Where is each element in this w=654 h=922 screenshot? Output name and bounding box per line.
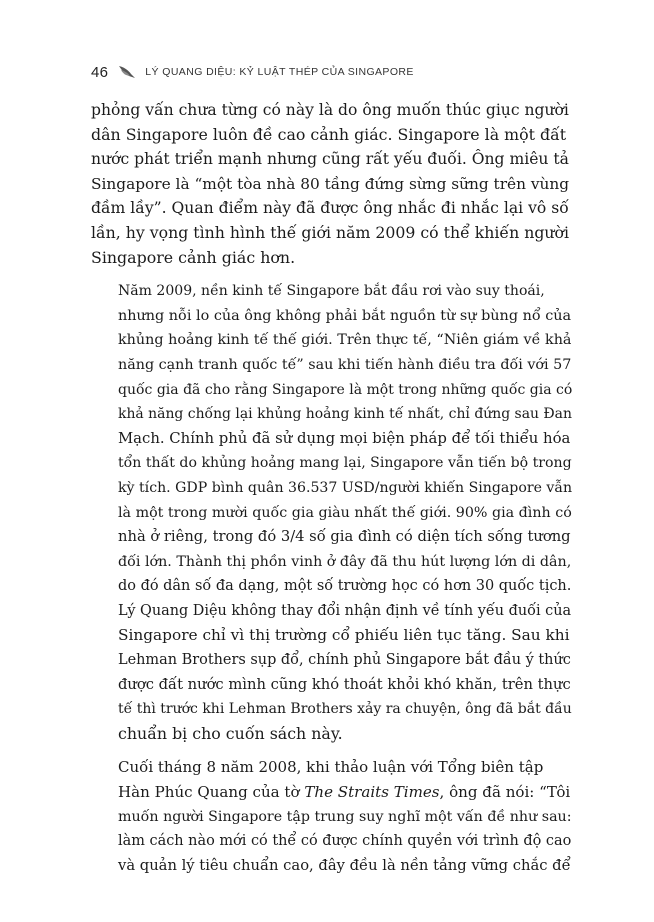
text-line: là một trong mười quốc gia giàu nhất thế giới. 90% gia đình có [118, 504, 572, 521]
text-line: kỳ tích. GDP bình quân 36.537 USD/người khiến Singapore vẫn [118, 479, 573, 496]
text-line [91, 780, 569, 805]
bird-logo-icon [118, 64, 136, 80]
text-line: và quản lý tiêu chuẩn cao, đây đều là nền tảng vững chắc để [118, 856, 571, 874]
text-line: Năm 2009, nền kinh tế Singapore bắt đầu rơi vào suy thoái, [118, 283, 545, 300]
text-line: được đất nước mình cũng khó thoát khỏi khó khăn, trên thực [118, 675, 571, 693]
text-line: tế thì trước khi Lehman Brothers xảy ra chuyện, ông đã bắt đầu [118, 701, 572, 718]
text-run: , ông đã nói: “Tôi [439, 783, 571, 802]
text-line: nhà ở riêng, trong đó 3/4 số gia đình có diện tích sống tương [118, 528, 571, 546]
text-line: năng cạnh tranh quốc tế” sau khi tiến hành điều tra đối với 57 [118, 356, 572, 373]
paragraph-3 [91, 755, 572, 878]
text-line: khả năng chống lại khủng hoảng kinh tế nhất, chỉ đứng sau Đan [118, 406, 572, 423]
text-line: dân Singapore luôn đề cao cảnh giác. Singapore là một đất [91, 124, 567, 144]
paragraph-2 [91, 279, 573, 746]
text-line: nhưng nỗi lo của ông không phải bắt nguồn từ sự bùng nổ của [118, 307, 572, 324]
text-line: nước phát triển mạnh nhưng cũng rất yếu đuối. Ông miêu tả [91, 150, 569, 169]
text-run: Hàn Phúc Quang của tờ [118, 783, 305, 802]
running-header [91, 61, 571, 83]
text-line: đối lớn. Thành thị phồn vinh ở đây đã thu hút lượng lớn di dân, [118, 553, 572, 570]
text-line: Lehman Brothers sụp đổ, chính phủ Singapore bắt đầu ý thức [118, 652, 571, 669]
text-line: Singapore cảnh giác hơn. [91, 247, 296, 267]
text-line: chuẩn bị cho cuốn sách này. [118, 723, 343, 743]
paragraph-1 [91, 98, 569, 270]
text-line: Singapore chỉ vì thị trường cổ phiếu liên tục tăng. Sau khi [118, 626, 570, 645]
text-line: khủng hoảng kinh tế thế giới. Trên thực tế, “Niên giám về khả [118, 332, 572, 349]
text-line: phỏng vấn chưa từng có này là do ông muốn thúc giục người [91, 101, 569, 119]
book-title: LÝ QUANG DIỆU: KỶ LUẬT THÉP CỦA SINGAPORE [145, 66, 414, 78]
text-line: do đó dân số đa dạng, một số trường học có hơn 30 quốc tịch. [118, 578, 572, 595]
text-line: quốc gia đã cho rằng Singapore là một trong những quốc gia có [118, 381, 573, 398]
page-number: 46 [91, 63, 109, 81]
text-line: tổn thất do khủng hoảng mang lại, Singapore vẫn tiến bộ trong [118, 455, 572, 472]
text-line: đầm lầy”. Quan điểm này đã được ông nhắc đi nhắc lại vô số [91, 199, 569, 218]
text-line: muốn người Singapore tập trung suy nghĩ một vấn đề như sau: [118, 808, 572, 825]
text-line: làm cách nào mới có thể có được chính quyền với trình độ cao [118, 833, 572, 850]
text-line: Mạch. Chính phủ đã sử dụng mọi biện pháp để tối thiểu hóa [118, 429, 571, 447]
text-line: lần, hy vọng tình hình thế giới năm 2009 có thể khiến người [91, 222, 570, 242]
body-text [91, 98, 573, 887]
newspaper-title: The Straits Times [304, 783, 440, 802]
text-line: Cuối tháng 8 năm 2008, khi thảo luận với Tổng biên tập [118, 758, 544, 777]
text-line: Lý Quang Diệu không thay đổi nhận định về tính yếu đuối của [118, 602, 572, 619]
text-line: Singapore là “một tòa nhà 80 tầng đứng sừng sững trên vùng [91, 174, 570, 193]
